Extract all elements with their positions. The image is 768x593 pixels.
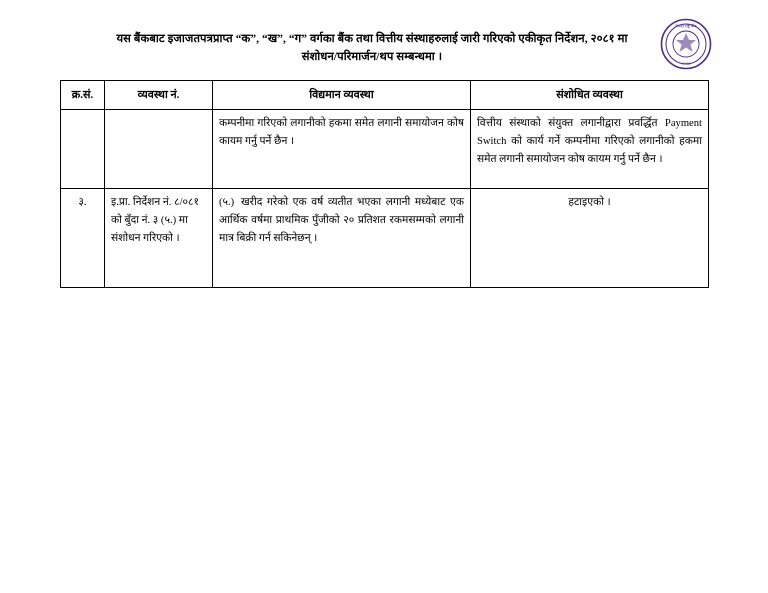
cell-revised-provision: हटाइएको । — [471, 189, 709, 288]
column-header-existing: विद्यमान व्यवस्था — [213, 81, 471, 110]
table-row — [61, 189, 709, 288]
cell-sn: ३. — [61, 189, 105, 288]
existing-item-text: खरीद गरेको एक वर्ष व्यतीत भएका लगानी मध्येबाट एक आर्थिक वर्षमा प्राथमिक पुँजीको २० प्रतिशत रकमसम्मको लगानी मात्र बिक्री गर्न सकिनेछन् । — [219, 197, 464, 245]
heading-line-2: संशोधन/परिमार्जन/थप सम्बन्धमा । — [301, 51, 443, 64]
svg-text:नेपाल राष्ट्र बैंक: नेपाल राष्ट्र बैंक — [675, 23, 697, 29]
existing-item-number: (५.) — [219, 197, 235, 208]
svg-text:२०१३: २०१३ — [681, 61, 691, 66]
column-header-sn: क्र.सं. — [61, 81, 105, 110]
page-title — [84, 30, 660, 67]
column-header-revised: संशोधित व्यवस्था — [471, 81, 709, 110]
provisions-table-wrapper — [60, 80, 708, 288]
provisions-table — [60, 80, 709, 288]
table-row — [61, 110, 709, 189]
cell-revised-provision: वित्तीय संस्थाको संयुक्त लगानीद्वारा प्रवर्द्धित Payment Switch को कार्य गर्ने कम्पनीमा गरिएको लगानीको हकमा समेत लगानी समायोजन कोष कायम गर्नु पर्ने छैन । — [471, 110, 709, 189]
cell-provision-no: इ.प्रा. निर्देशन नं. ८/०८१ को बुँदा नं. ३ (५.) मा संशोधन गरिएको । — [105, 189, 213, 288]
heading-line-1: यस बैंकबाट इजाजतपत्रप्राप्त “क”, “ख”, “ग” वर्गका बैंक तथा वित्तीय संस्थाहरुलाई जारी गरिएको एकीकृत निर्देशन, २०८१ मा — [116, 33, 628, 45]
cell-existing-provision — [213, 189, 471, 288]
cell-existing-provision: कम्पनीमा गरिएको लगानीको हकमा समेत लगानी समायोजन कोष कायम गर्नु पर्ने छैन । — [213, 110, 471, 189]
cell-sn — [61, 110, 105, 189]
table-header-row — [61, 81, 709, 110]
cell-provision-no — [105, 110, 213, 189]
nepal-rastra-bank-seal-icon — [660, 18, 712, 70]
column-header-provision-no: व्यवस्था नं. — [105, 81, 213, 110]
